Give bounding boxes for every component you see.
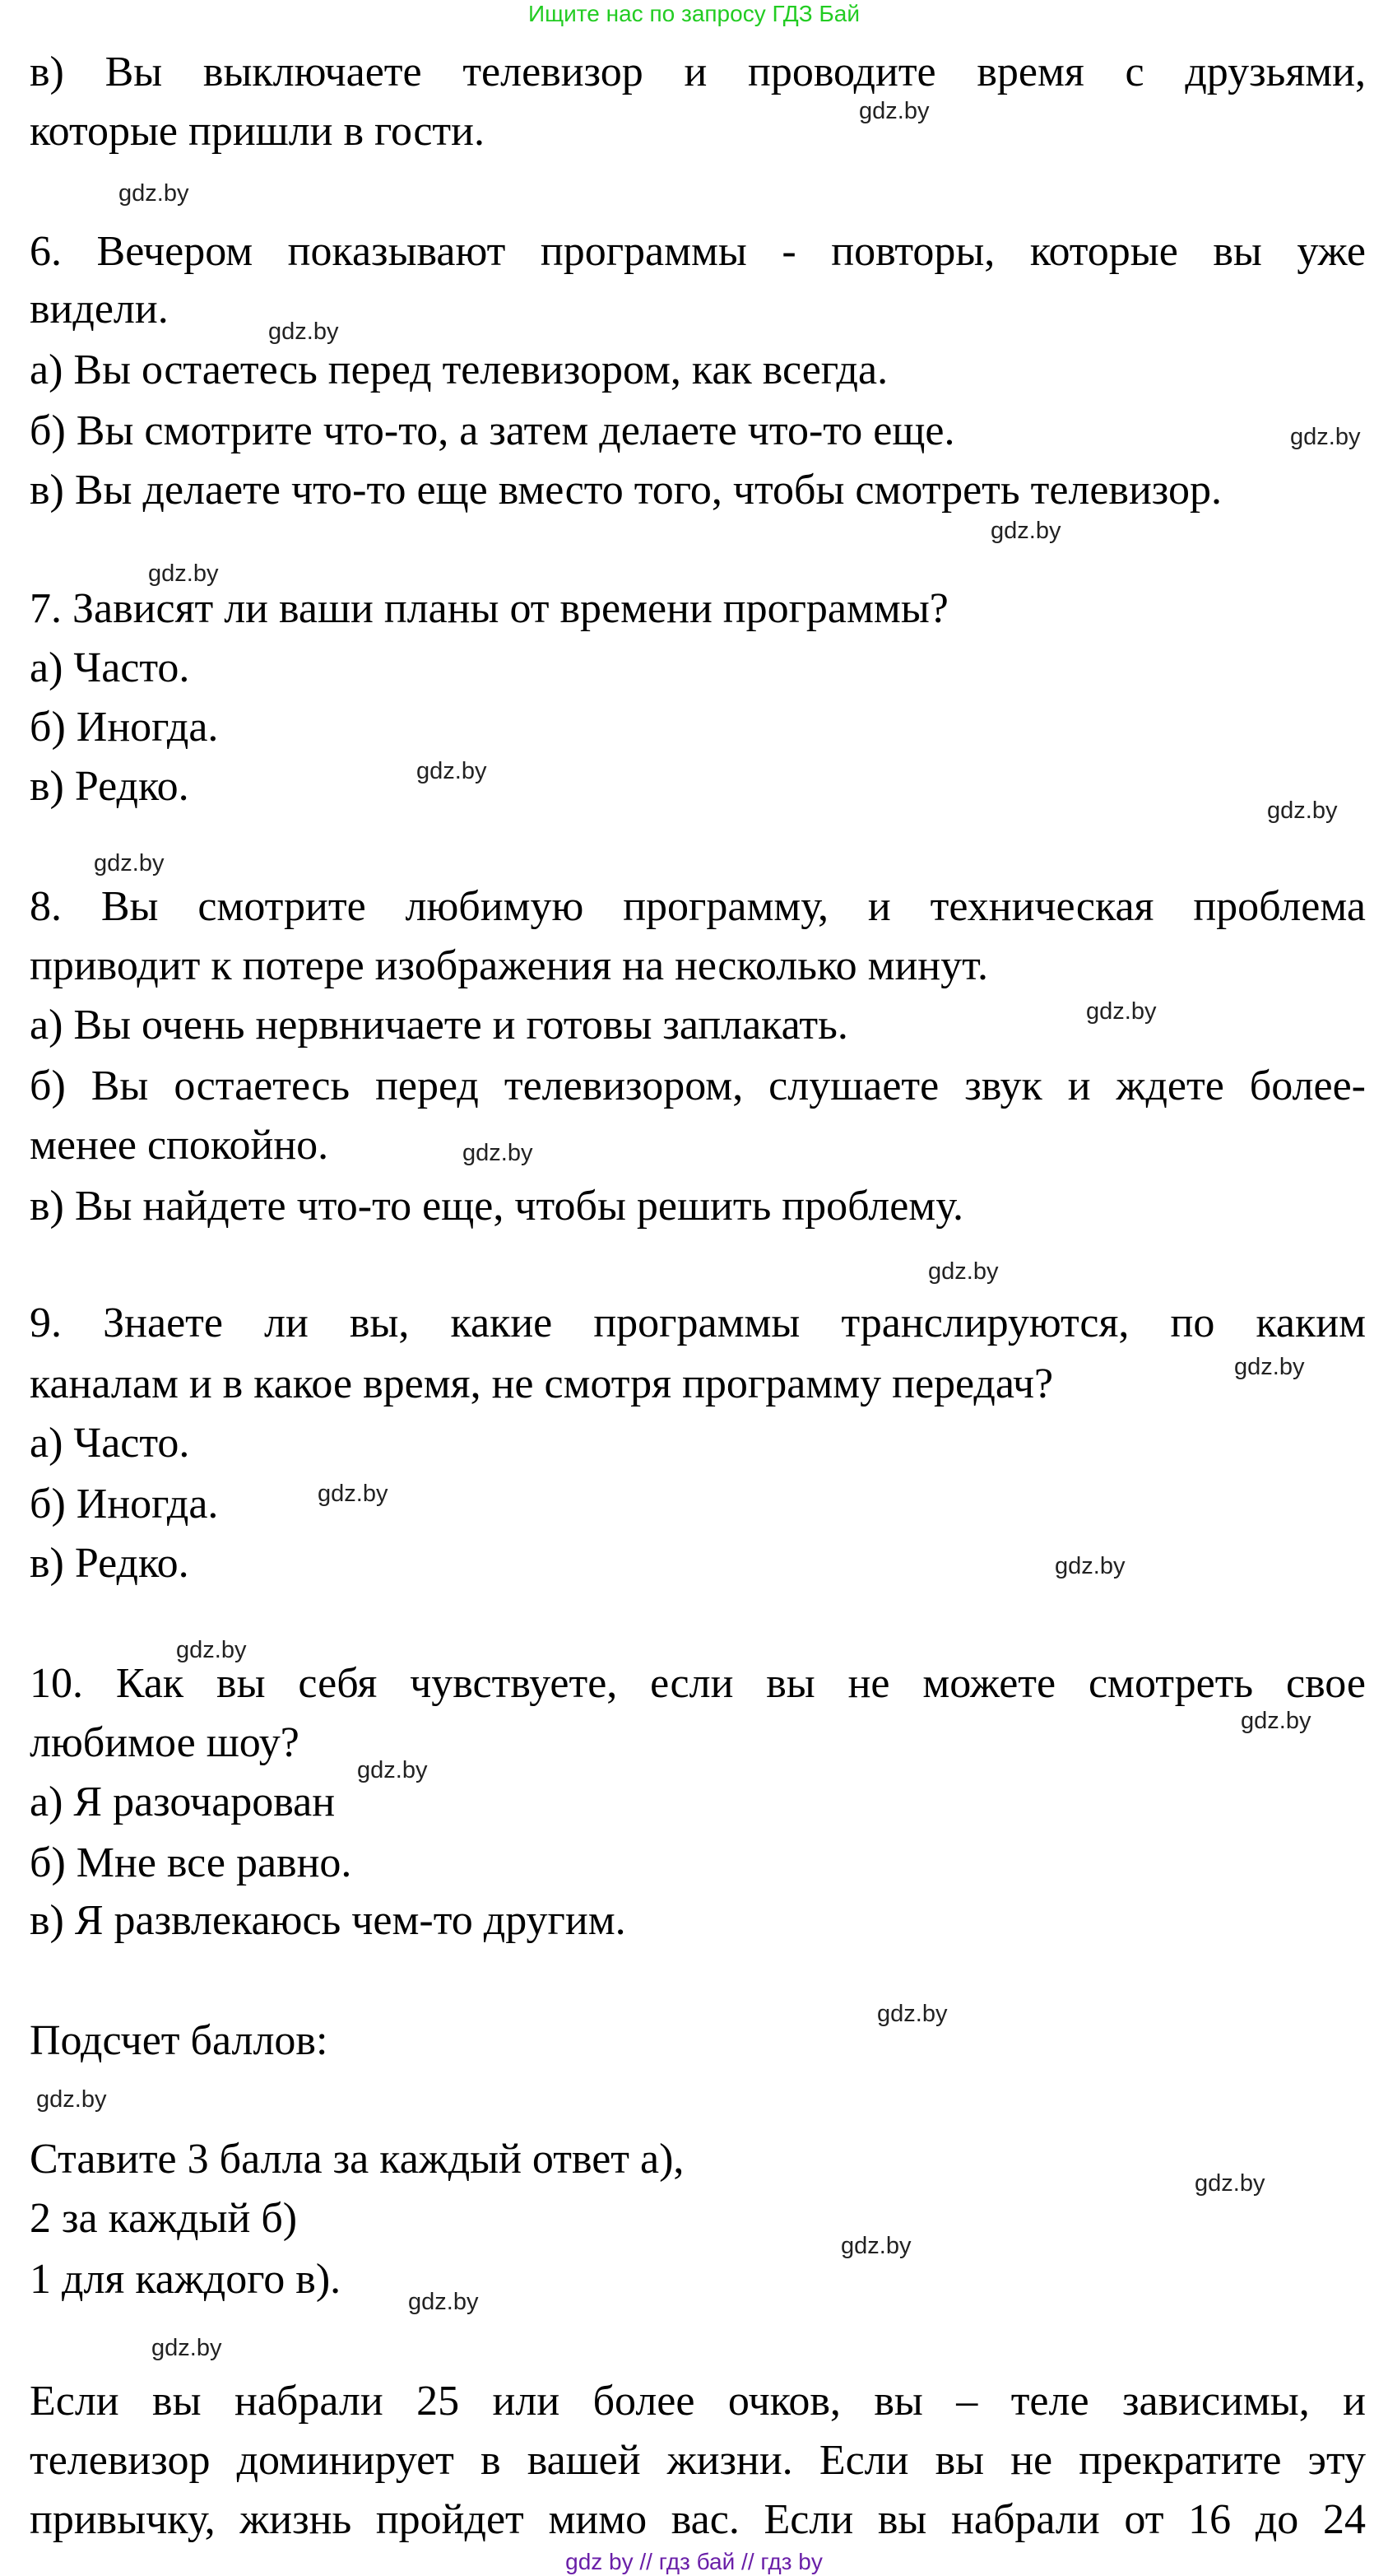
watermark: gdz.by <box>176 1637 247 1663</box>
question-7: 7. Зависят ли ваши планы от времени программы? <box>30 585 949 632</box>
watermark: gdz.by <box>118 180 189 207</box>
answer-b: б) Иногда. <box>30 1481 219 1527</box>
result-text: привычку, жизнь пройдет мимо вас. Если вы набрали от 16 до 24 <box>30 2496 1366 2543</box>
result-text: Если вы набрали 25 или более очков, вы – теле зависимы, и <box>30 2378 1366 2425</box>
watermark: gdz.by <box>928 1258 999 1285</box>
answer-b: б) Мне все равно. <box>30 1839 352 1886</box>
result-text: телевизор доминирует в вашей жизни. Если вы не прекратите эту <box>30 2437 1366 2484</box>
question-9: 9. Знаете ли вы, какие программы транслируются, по каким <box>30 1300 1366 1346</box>
watermark: gdz.by <box>1241 1708 1311 1734</box>
text-line: любимое шоу? <box>30 1719 299 1766</box>
answer-a: а) Вы очень нервничаете и готовы заплакать. <box>30 1002 848 1049</box>
watermark: gdz.by <box>1290 424 1361 450</box>
answer-c: в) Редко. <box>30 763 189 810</box>
watermark: gdz.by <box>1195 2170 1265 2197</box>
answer-c: в) Вы найдете что-то еще, чтобы решить проблему. <box>30 1183 964 1230</box>
scoring-line: Ставите 3 балла за каждый ответ а), <box>30 2136 685 2183</box>
watermark: gdz.by <box>94 850 165 876</box>
answer-a: а) Я разочарован <box>30 1779 336 1825</box>
answer-c: в) Вы делаете что-то еще вместо того, чтобы смотреть телевизор. <box>30 467 1223 514</box>
answer-b: б) Вы смотрите что-то, а затем делаете что-то еще. <box>30 407 955 454</box>
answer-a: а) Часто. <box>30 644 190 691</box>
watermark: gdz.by <box>991 518 1061 544</box>
answer-b: б) Вы остаетесь перед телевизором, слушаете звук и ждете более- <box>30 1062 1366 1109</box>
answer-c: в) Редко. <box>30 1540 189 1587</box>
watermark: gdz.by <box>148 560 219 587</box>
watermark: gdz.by <box>357 1757 428 1783</box>
answer-b: б) Иногда. <box>30 704 219 751</box>
answer-a: а) Часто. <box>30 1420 190 1467</box>
watermark: gdz.by <box>1055 1553 1126 1579</box>
watermark: gdz.by <box>859 98 930 124</box>
scoring-line: 1 для каждого в). <box>30 2256 341 2303</box>
question-8: 8. Вы смотрите любимую программу, и техническая проблема <box>30 883 1366 930</box>
text-line: менее спокойно. <box>30 1122 329 1169</box>
text-line: которые пришли в гости. <box>30 108 485 155</box>
watermark: gdz.by <box>877 2001 948 2027</box>
watermark: gdz.by <box>318 1481 388 1507</box>
text-line: видели. <box>30 286 169 332</box>
watermark: gdz.by <box>1267 797 1338 824</box>
watermark: gdz.by <box>151 2335 222 2361</box>
watermark: gdz.by <box>268 319 339 345</box>
watermark: gdz.by <box>462 1140 533 1166</box>
scoring-line: 2 за каждый б) <box>30 2195 298 2242</box>
watermark: gdz.by <box>416 758 487 784</box>
site-footer[interactable]: gdz by // гдз бай // гдз by <box>565 2549 823 2574</box>
watermark: gdz.by <box>1234 1354 1305 1380</box>
watermark: gdz.by <box>408 2289 479 2315</box>
question-6: 6. Вечером показывают программы - повторы, которые вы уже <box>30 228 1366 275</box>
scoring-heading: Подсчет баллов: <box>30 2017 328 2064</box>
question-10: 10. Как вы себя чувствуете, если вы не можете смотреть свое <box>30 1660 1366 1707</box>
watermark: gdz.by <box>841 2233 912 2259</box>
text-line: каналам и в какое время, не смотря программу передач? <box>30 1360 1054 1407</box>
site-banner[interactable]: Ищите нас по запросу ГДЗ Бай <box>527 1 861 26</box>
answer-c: в) Я развлекаюсь чем-то другим. <box>30 1897 626 1944</box>
answer-a: а) Вы остаетесь перед телевизором, как всегда. <box>30 346 889 393</box>
watermark: gdz.by <box>1086 998 1157 1025</box>
watermark: gdz.by <box>36 2086 107 2113</box>
text-line: приводит к потере изображения на несколько минут. <box>30 942 988 989</box>
text-line: в) Вы выключаете телевизор и проводите время с друзьями, <box>30 49 1366 95</box>
